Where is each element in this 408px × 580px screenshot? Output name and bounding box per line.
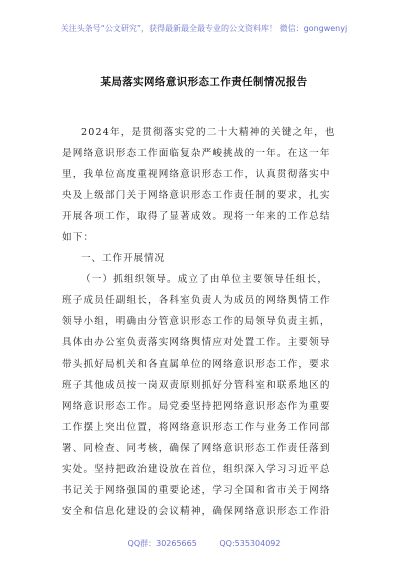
- paragraph-line: 领导小组，明确由分管意识形态工作的局领导负责主抓，: [62, 316, 331, 328]
- section-heading: 一、工作开展情况: [81, 253, 165, 265]
- paragraph-line: 工作摆上突出位置，将网络意识形态工作与业务工作同部: [62, 421, 331, 433]
- paragraph-line: 安全和信息化建设的会议精神，确保网络意识形态工作沿: [62, 505, 331, 517]
- footer-contact: [0, 538, 408, 549]
- document-body: [62, 122, 348, 522]
- paragraph-line: 网络意识形态工作。局党委坚持把网络意识形态作为重要: [62, 400, 331, 412]
- paragraph-line: 央及上级部门关于网络意识形态工作责任制的要求，扎实: [62, 190, 331, 202]
- paragraph-line: （一）抓组织领导。成立了由单位主要领导任组长，: [81, 274, 329, 286]
- header-banner: 关注头条号“公文研究”，获得最新最全最专业的公文资料库！ 微信：gongwenyj: [60, 24, 348, 33]
- paragraph-line: 署、同检查、同考核，确保了网络意识形态工作责任落到: [62, 442, 331, 454]
- qq-group-number: QQ群：30265665: [127, 539, 197, 548]
- paragraph-line: 带头抓好局机关和各直属单位的网络意识形态工作，要求: [62, 358, 331, 370]
- paragraph-line: 班子其他成员按一岗双责原则抓好分管科室和联系地区的: [62, 379, 331, 391]
- paragraph-line: 是网络意识形态工作面临复杂严峻挑战的一年。在这一年: [62, 148, 331, 160]
- paragraph-line: 具体由办公室负责落实网络舆情应对处置工作。主要领导: [62, 337, 331, 349]
- paragraph-line: 书记关于网络强国的重要论述，学习全国和省市关于网络: [62, 484, 331, 496]
- paragraph-line: 里，我单位高度重视网络意识形态工作，认真贯彻落实中: [62, 169, 331, 181]
- qq-contact-number: QQ:535304092: [219, 539, 281, 548]
- paragraph-line: 班子成员任副组长，各科室负责人为成员的网络舆情工作: [62, 295, 331, 307]
- paragraph-line: 开展各项工作，取得了显著成效。现将一年来的工作总结: [62, 211, 331, 223]
- document-title: 某局落实网络意识形态工作责任制情况报告: [100, 76, 308, 88]
- paragraph-line: 实处。坚持把政治建设放在首位，组织深入学习习近平总: [62, 463, 331, 475]
- paragraph-line: 如下：: [62, 232, 95, 244]
- paragraph-line: 2024年，是贯彻落实党的二十大精神的关键之年，也: [81, 127, 336, 138]
